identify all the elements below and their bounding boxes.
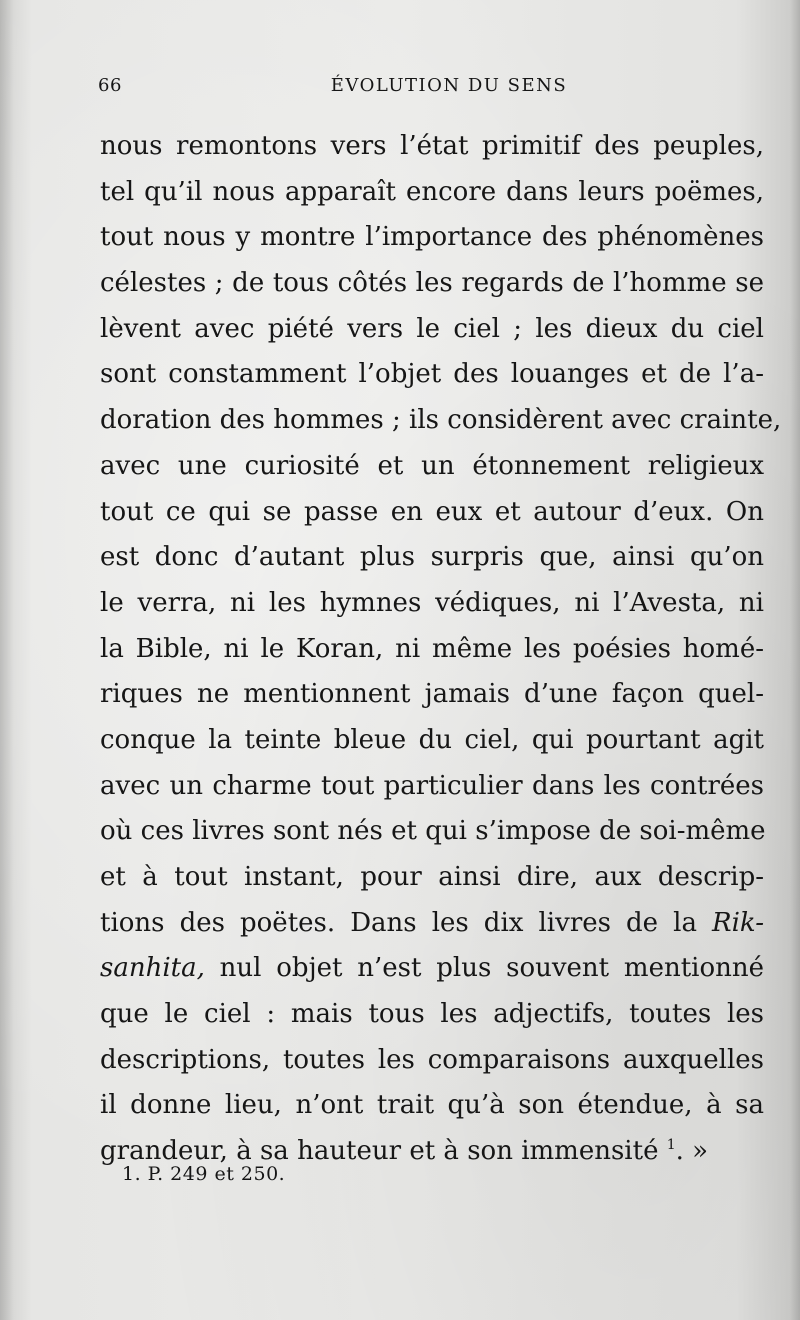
text-line-13: riques ne mentionnent jamais d’une façon quel- bbox=[100, 679, 764, 710]
text-line-19-roman: nul objet n’est plus souvent mentionné bbox=[204, 953, 764, 984]
page-edge-shadow-right bbox=[790, 0, 800, 1320]
text-line-12: la Bible, ni le Koran, ni même les poésies homé- bbox=[100, 633, 764, 664]
page-number: 66 bbox=[98, 75, 122, 96]
text-line-2: tel qu’il nous apparaît encore dans leurs poëmes, bbox=[100, 176, 764, 207]
footnote-marker: 1 bbox=[666, 1137, 676, 1154]
footnote: 1. P. 249 et 250. bbox=[122, 1163, 286, 1185]
page-edge-shadow-left bbox=[0, 0, 14, 1320]
text-line-19 bbox=[100, 946, 764, 992]
text-line-20: que le ciel : mais tous les adjectifs, toutes les bbox=[100, 999, 764, 1030]
text-line-16: où ces livres sont nés et qui s’impose de soi-même bbox=[100, 816, 766, 847]
text-line-7: doration des hommes ; ils considèrent avec crainte, bbox=[100, 405, 782, 436]
text-line-23-roman: grandeur, à sa hauteur et à son immensité bbox=[100, 1136, 659, 1167]
text-line-8: avec une curiosité et un étonnement religieux bbox=[100, 450, 764, 481]
text-line-17: et à tout instant, pour ainsi dire, aux descrip- bbox=[100, 862, 764, 892]
italic-sanhita: sanhita, bbox=[100, 953, 205, 984]
page-header bbox=[98, 72, 760, 104]
text-line-5: lèvent avec piété vers le ciel ; les dieux du ciel bbox=[100, 313, 764, 344]
text-line-15: avec un charme tout particulier dans les contrées bbox=[100, 770, 764, 801]
running-head: ÉVOLUTION DU SENS bbox=[330, 75, 568, 96]
closing-quote: . » bbox=[675, 1136, 709, 1167]
text-line-10: est donc d’autant plus surpris que, ainsi qu’on bbox=[100, 542, 764, 573]
text-line-14: conque la teinte bleue du ciel, qui pourtant agit bbox=[100, 724, 764, 755]
text-line-6: sont constamment l’objet des louanges et de l’a- bbox=[100, 359, 764, 390]
text-line-22: il donne lieu, n’ont trait qu’à son étendue, à sa bbox=[100, 1090, 764, 1121]
text-line-18-roman: tions des poëtes. Dans les dix livres de la bbox=[100, 907, 697, 938]
text-line-3: tout nous y montre l’importance des phénomènes bbox=[100, 222, 764, 253]
text-line-21: descriptions, toutes les comparaisons auxquelles bbox=[100, 1044, 764, 1075]
text-line-18 bbox=[100, 901, 764, 947]
body-text bbox=[100, 124, 782, 1175]
text-line-1: nous remontons vers l’état primitif des peuples, bbox=[100, 131, 764, 161]
text-line-9: tout ce qui se passe en eux et autour d’eux. On bbox=[100, 496, 764, 527]
italic-rik: Rik- bbox=[712, 907, 765, 938]
text-line-4: célestes ; de tous côtés les regards de l’homme se bbox=[100, 268, 764, 299]
text-line-11: le verra, ni les hymnes védiques, ni l’Avesta, ni bbox=[100, 587, 764, 618]
